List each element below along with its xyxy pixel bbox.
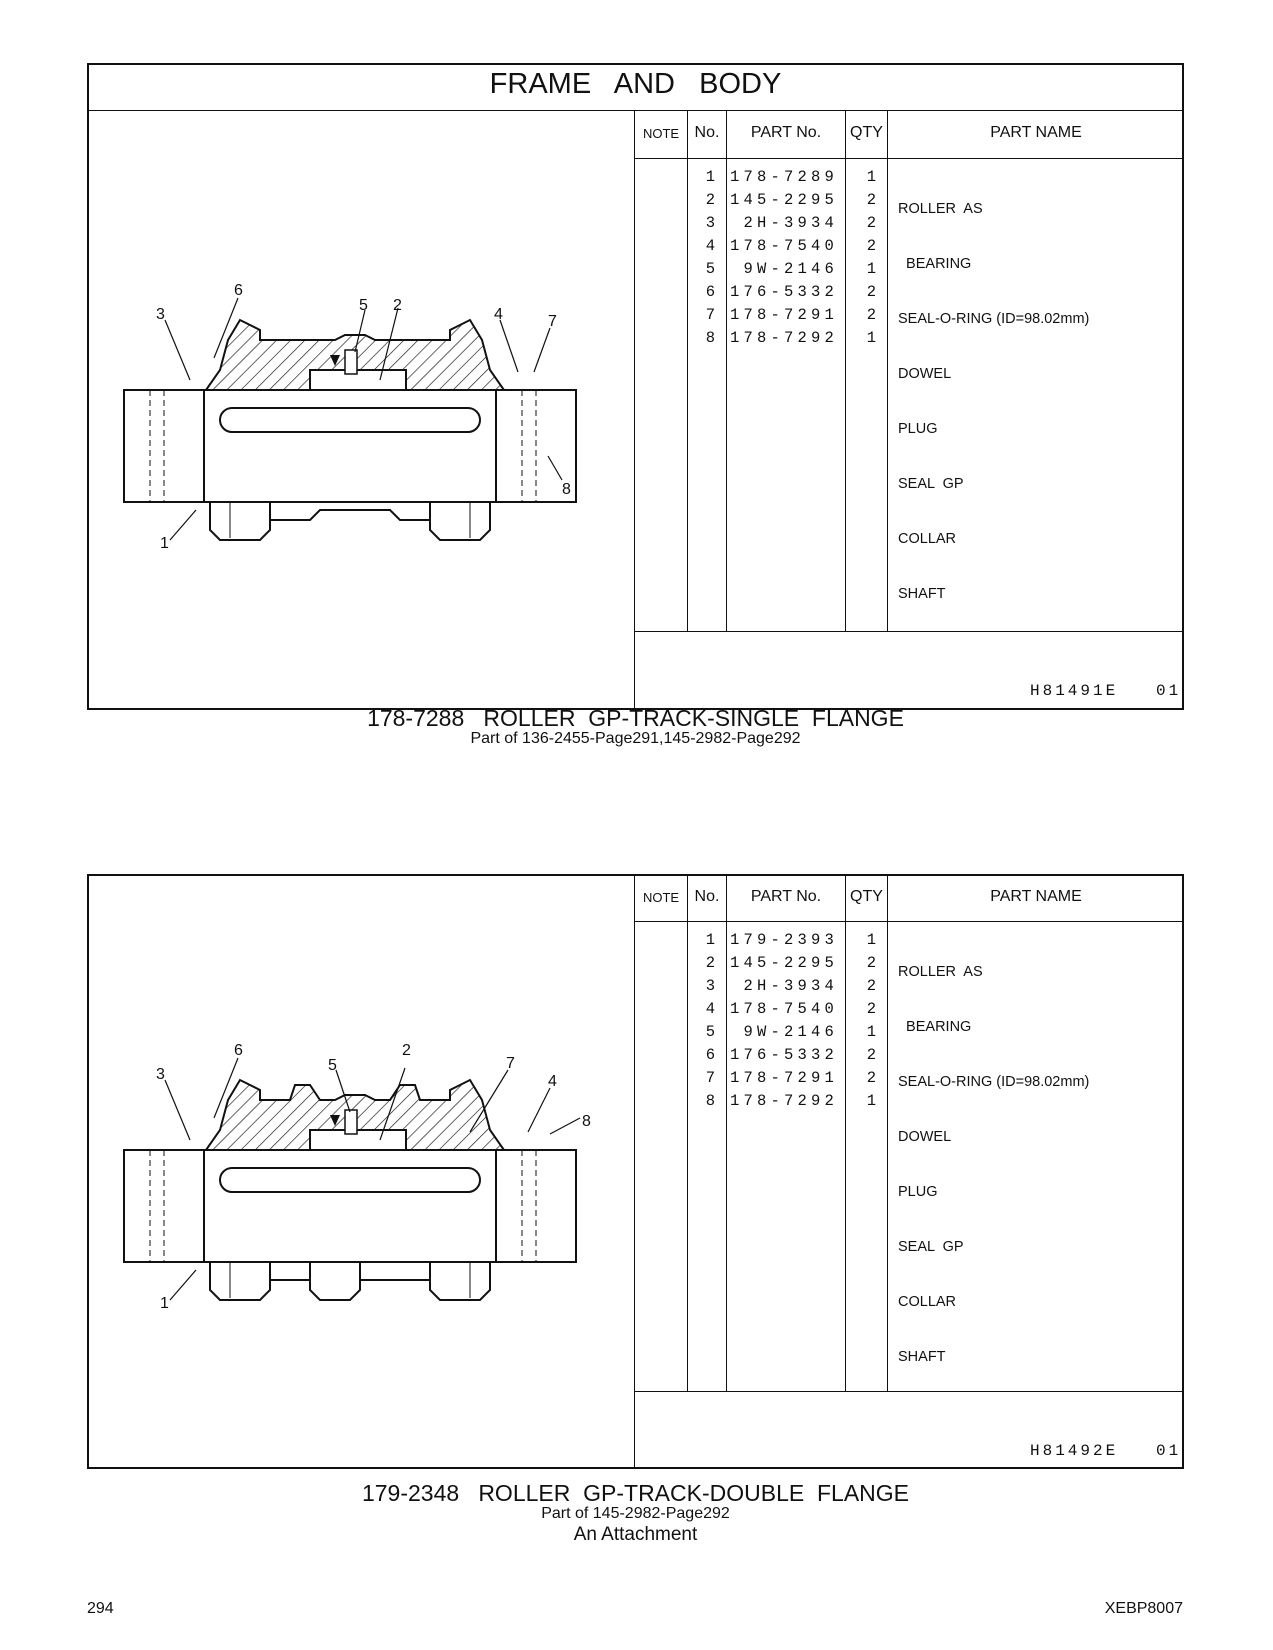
col-part-name	[898, 929, 1178, 1385]
group-title: 179-2348 ROLLER GP-TRACK-DOUBLE FLANGE	[361, 1480, 910, 1506]
item-part-no: 9W-2146	[743, 260, 838, 278]
item-name: DOWEL	[898, 1129, 952, 1145]
item-part-no: 176-5332	[729, 1046, 838, 1064]
item-part-no: 178-7289	[729, 168, 838, 186]
group-part-of: Part of 145-2982-Page292	[541, 1505, 730, 1522]
roller-double-flange-drawing	[110, 1040, 600, 1350]
item-name: SEAL-O-RING (ID=98.02mm)	[898, 1074, 1090, 1090]
item-no: 2	[705, 954, 715, 972]
item-no: 8	[705, 1092, 715, 1110]
callout-6: 6	[234, 1042, 243, 1059]
callout-3: 3	[156, 306, 165, 323]
header-part-name: PART NAME	[990, 124, 1082, 141]
item-part-no: 2H-3934	[743, 977, 838, 995]
item-no: 3	[705, 214, 715, 232]
item-name: ROLLER AS	[898, 201, 983, 217]
header-note: NOTE	[642, 890, 680, 905]
item-qty: 2	[866, 191, 876, 209]
callout-8: 8	[582, 1113, 591, 1130]
table-footer-divider	[634, 631, 1184, 632]
header-qty: QTY	[850, 124, 883, 141]
group-title: 178-7288 ROLLER GP-TRACK-SINGLE FLANGE	[367, 705, 904, 731]
item-no: 3	[705, 977, 715, 995]
item-name: COLLAR	[898, 531, 957, 547]
item-qty: 2	[866, 283, 876, 301]
item-no: 7	[705, 1069, 715, 1087]
shaft	[124, 1150, 576, 1262]
callout-5: 5	[359, 297, 368, 314]
col-qty	[848, 929, 876, 1113]
item-no: 5	[705, 1023, 715, 1041]
item-part-no: 9W-2146	[743, 1023, 838, 1041]
item-part-no: 178-7291	[729, 306, 838, 324]
item-no: 8	[705, 329, 715, 347]
col-divider	[887, 110, 888, 631]
col-no	[690, 929, 715, 1113]
table-left-border	[634, 110, 635, 710]
item-qty: 2	[866, 1000, 876, 1018]
item-part-no: 178-7292	[729, 329, 838, 347]
item-part-no: 178-7292	[729, 1092, 838, 1110]
item-qty: 1	[866, 931, 876, 949]
item-part-no: 145-2295	[729, 954, 838, 972]
item-qty: 2	[866, 306, 876, 324]
item-no: 5	[705, 260, 715, 278]
title-divider	[87, 110, 1184, 111]
col-part-name	[898, 166, 1178, 622]
item-name: COLLAR	[898, 1294, 957, 1310]
shaft	[124, 390, 576, 502]
item-name: SEAL GP	[898, 1239, 964, 1255]
item-qty: 1	[866, 1023, 876, 1041]
header-qty: QTY	[850, 888, 883, 905]
item-no: 4	[705, 1000, 715, 1018]
item-name: SHAFT	[898, 586, 946, 602]
page-number: 294	[87, 1600, 114, 1617]
roller-flanges	[210, 1262, 490, 1300]
callout-2: 2	[402, 1042, 411, 1059]
page-title: FRAME AND BODY	[489, 68, 782, 100]
header-part-no: PART No.	[750, 124, 822, 141]
col-part-no	[728, 166, 838, 350]
item-name: PLUG	[898, 421, 938, 437]
table-header-divider	[634, 921, 1184, 922]
header-part-name: PART NAME	[990, 888, 1082, 905]
shaft-groove	[220, 1168, 480, 1192]
item-no: 6	[705, 1046, 715, 1064]
group-note: An Attachment	[573, 1524, 698, 1545]
item-qty: 2	[866, 237, 876, 255]
item-name: SEAL GP	[898, 476, 964, 492]
item-qty: 1	[866, 168, 876, 186]
col-divider	[845, 110, 846, 631]
item-name: BEARING	[898, 256, 972, 272]
item-name: ROLLER AS	[898, 964, 983, 980]
callout-6: 6	[234, 282, 243, 299]
item-part-no: 178-7291	[729, 1069, 838, 1087]
item-no: 1	[705, 168, 715, 186]
item-qty: 1	[866, 329, 876, 347]
col-divider	[687, 110, 688, 631]
header-no: No.	[694, 124, 720, 141]
item-part-no: 145-2295	[729, 191, 838, 209]
callout-1: 1	[160, 535, 169, 552]
item-qty: 1	[866, 260, 876, 278]
callout-3: 3	[156, 1066, 165, 1083]
item-part-no: 179-2393	[729, 931, 838, 949]
item-qty: 2	[866, 977, 876, 995]
header-note: NOTE	[642, 126, 680, 141]
table-footer-divider	[634, 1391, 1184, 1392]
header-no: No.	[694, 888, 720, 905]
header-part-no: PART No.	[750, 888, 822, 905]
table-header-divider	[634, 158, 1184, 159]
roller-single-flange-drawing	[110, 280, 590, 590]
drawing-code: H81491E 01	[1030, 682, 1182, 700]
item-name: SEAL-O-RING (ID=98.02mm)	[898, 311, 1090, 327]
item-name: BEARING	[898, 1019, 972, 1035]
callout-2: 2	[393, 297, 402, 314]
col-divider	[687, 874, 688, 1391]
item-part-no: 178-7540	[729, 1000, 838, 1018]
item-part-no: 2H-3934	[743, 214, 838, 232]
item-no: 1	[705, 931, 715, 949]
callout-5: 5	[328, 1057, 337, 1074]
item-part-no: 176-5332	[729, 283, 838, 301]
callout-7: 7	[548, 313, 557, 330]
group-part-of: Part of 136-2455-Page291,145-2982-Page292	[470, 730, 801, 747]
col-divider	[726, 110, 727, 631]
doc-id: XEBP8007	[1104, 1600, 1183, 1617]
col-divider	[887, 874, 888, 1391]
item-qty: 2	[866, 1069, 876, 1087]
callout-8: 8	[562, 481, 571, 498]
item-no: 6	[705, 283, 715, 301]
item-qty: 2	[866, 214, 876, 232]
item-name: DOWEL	[898, 366, 952, 382]
callout-1: 1	[160, 1295, 169, 1312]
col-no	[690, 166, 715, 350]
item-qty: 2	[866, 954, 876, 972]
callout-4: 4	[494, 306, 503, 323]
shaft-groove	[220, 408, 480, 432]
item-qty: 1	[866, 1092, 876, 1110]
roller-flanges	[210, 502, 490, 540]
col-part-no	[728, 929, 838, 1113]
col-qty	[848, 166, 876, 350]
item-no: 4	[705, 237, 715, 255]
item-qty: 2	[866, 1046, 876, 1064]
callout-7: 7	[506, 1055, 515, 1072]
item-no: 2	[705, 191, 715, 209]
col-divider	[726, 874, 727, 1391]
table-left-border	[634, 874, 635, 1469]
callout-4: 4	[548, 1073, 557, 1090]
col-divider	[845, 874, 846, 1391]
item-name: PLUG	[898, 1184, 938, 1200]
drawing-code: H81492E 01	[1030, 1442, 1182, 1460]
item-no: 7	[705, 306, 715, 324]
item-part-no: 178-7540	[729, 237, 838, 255]
item-name: SHAFT	[898, 1349, 946, 1365]
